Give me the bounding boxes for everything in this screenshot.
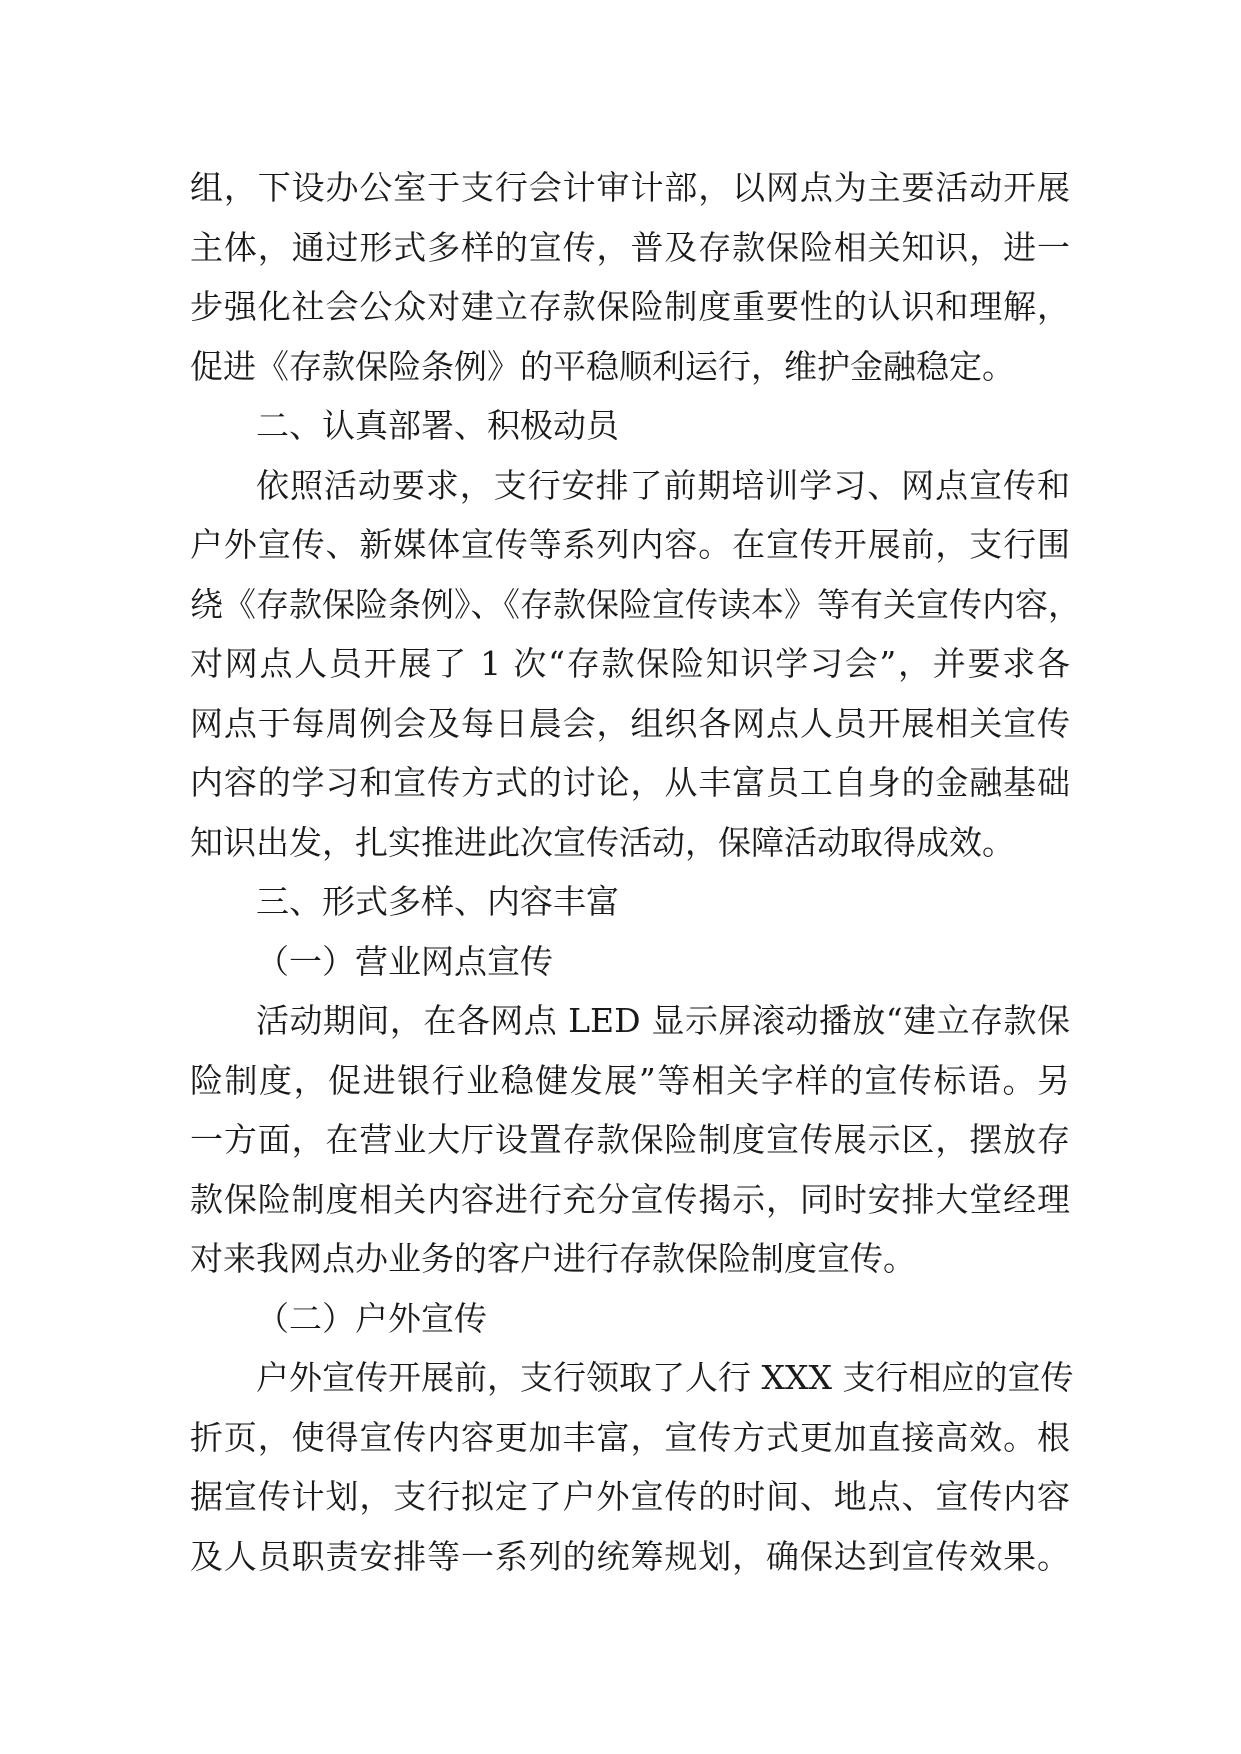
paragraph-line: 户外宣传、新媒体宣传等系列内容。在宣传开展前，支行围 (190, 525, 1070, 564)
paragraph-line: 步强化社会公众对建立存款保险制度重要性的认识和理解， (190, 287, 1070, 326)
paragraph-line: 款保险制度相关内容进行充分宣传揭示，同时安排大堂经理 (190, 1179, 1070, 1219)
paragraph-line: 对网点人员开展了 1 次“存款保险知识学习会”，并要求各 (190, 644, 1070, 683)
subsection-heading: （一）营业网点宣传 (256, 941, 553, 981)
paragraph-line: 促进《存款保险条例》的平稳顺利运行，维护金融稳定。 (190, 346, 1015, 386)
paragraph-line: 及人员职责安排等一系列的统筹规划，确保达到宣传效果。 (190, 1536, 1070, 1576)
paragraph-line: 知识出发，扎实推进此次宣传活动，保障活动取得成效。 (190, 822, 1015, 862)
subsection-heading: （二）户外宣传 (256, 1298, 487, 1338)
paragraph-line: 网点于每周例会及每日晨会，组织各网点人员开展相关宣传 (190, 703, 1070, 743)
paragraph-line: 活动期间，在各网点 LED 显示屏滚动播放“建立存款保 (256, 1001, 1070, 1040)
paragraph-line: 险制度，促进银行业稳健发展”等相关字样的宣传标语。另 (190, 1060, 1070, 1100)
section-heading: 三、形式多样、内容丰富 (256, 882, 619, 921)
paragraph-line: 主体，通过形式多样的宣传，普及存款保险相关知识，进一 (190, 227, 1070, 267)
paragraph-line: 绕《存款保险条例》、《存款保险宣传读本》等有关宣传内容， (190, 584, 1081, 624)
document-body (190, 158, 1081, 1586)
paragraph-line: 组，下设办公室于支行会计审计部，以网点为主要活动开展 (190, 168, 1070, 207)
paragraph-line: 一方面，在营业大厅设置存款保险制度宣传展示区，摆放存 (190, 1120, 1070, 1159)
paragraph-line: 依照活动要求，支行安排了前期培训学习、网点宣传和 (256, 465, 1070, 505)
paragraph-line: 户外宣传开展前，支行领取了人行 XXX 支行相应的宣传 (256, 1358, 1074, 1397)
section-heading: 二、认真部署、积极动员 (256, 406, 619, 445)
paragraph-line: 内容的学习和宣传方式的讨论，从丰富员工自身的金融基础 (190, 763, 1070, 802)
paragraph-line: 折页，使得宣传内容更加丰富，宣传方式更加直接高效。根 (190, 1417, 1070, 1457)
paragraph-line: 据宣传计划，支行拟定了户外宣传的时间、地点、宣传内容 (190, 1477, 1070, 1516)
paragraph-line: 对来我网点办业务的客户进行存款保险制度宣传。 (190, 1239, 916, 1278)
